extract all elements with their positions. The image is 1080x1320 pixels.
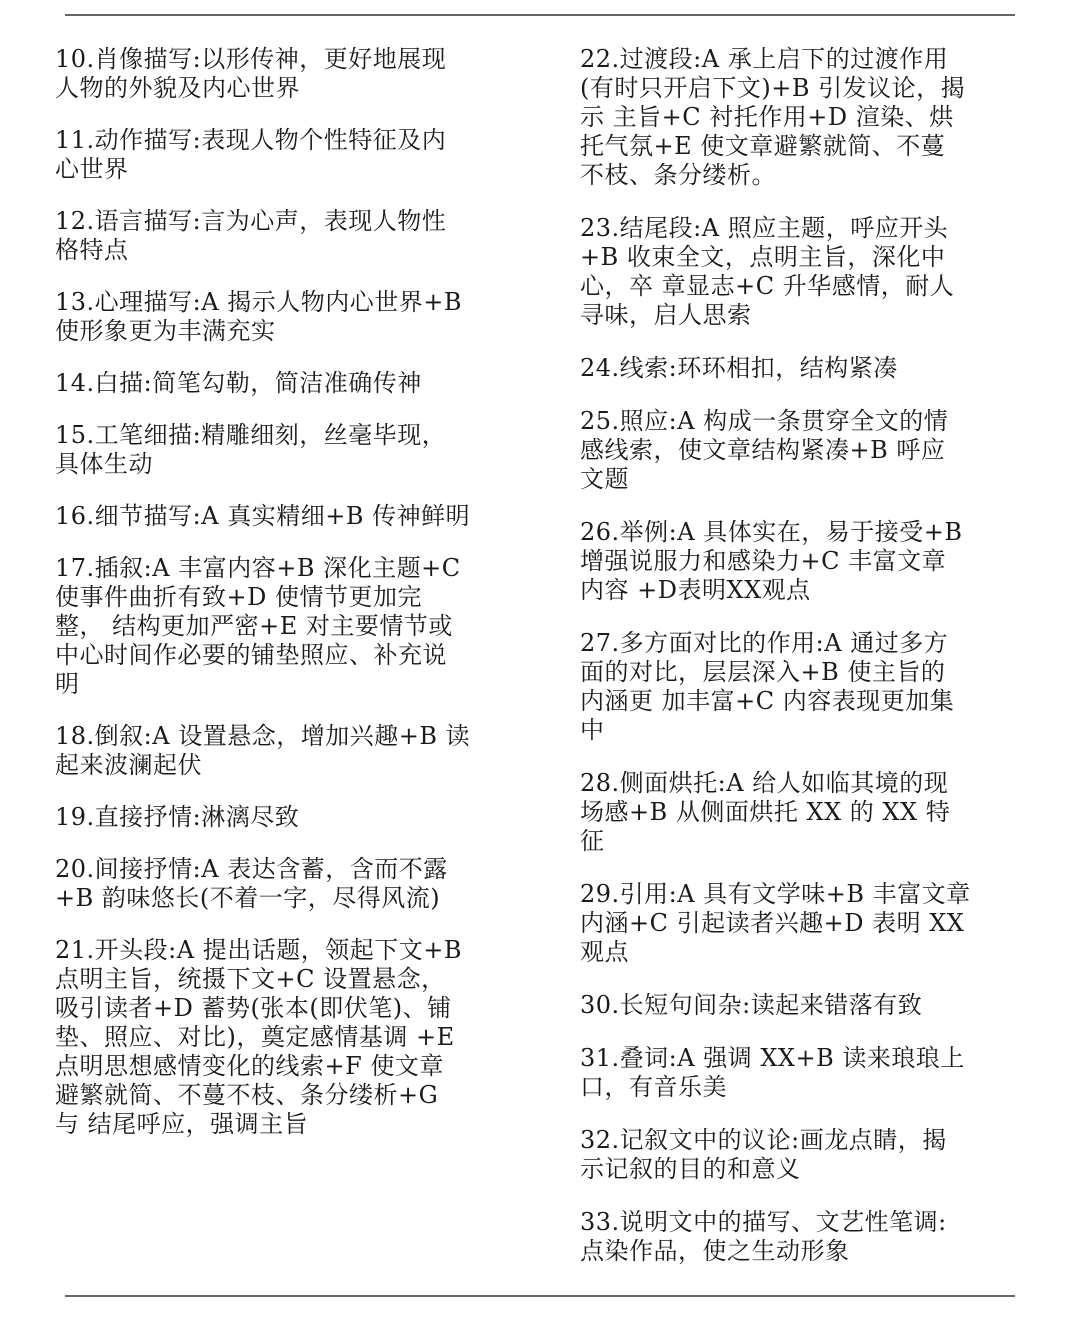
- entry-28: 28.侧面烘托:A 给人如临其境的现 场感+B 从侧面烘托 XX 的 XX 特 征: [580, 769, 951, 855]
- entry-10: 10.肖像描写:以形传神，更好地展现 人物的外貌及内心世界: [55, 45, 447, 102]
- entry-13: 13.心理描写:A 揭示人物内心世界+B 使形象更为丰满充实: [55, 288, 462, 345]
- left-column: [55, 45, 505, 1162]
- entry-16: 16.细节描写:A 真实精细+B 传神鲜明: [55, 502, 471, 530]
- entry-26: 26.举例:A 具体实在，易于接受+B 增强说服力和感染力+C 丰富文章 内容 +D表明XX观点: [580, 518, 963, 604]
- entry-33: 33.说明文中的描写、文艺性笔调: 点染作品，使之生动形象: [580, 1208, 947, 1265]
- entry-14: 14.白描:简笔勾勒，简洁准确传神: [55, 369, 422, 397]
- bottom-divider: [65, 1295, 1015, 1297]
- right-column: [580, 45, 1030, 1290]
- entry-23: 23.结尾段:A 照应主题，呼应开头 +B 收束全文，点明主旨，深化中 心，卒 章显志+C 升华感情，耐人 寻味，启人思索: [580, 214, 955, 329]
- entry-24: 24.线索:环环相扣，结构紧凑: [580, 354, 898, 382]
- entry-20: 20.间接抒情:A 表达含蓄，含而不露 +B 韵味悠长(不着一字，尽得风流): [55, 855, 448, 912]
- entry-25: 25.照应:A 构成一条贯穿全文的情 感线索，使文章结构紧凑+B 呼应 文题: [580, 407, 949, 493]
- top-divider: [65, 14, 1015, 16]
- entry-17: 17.插叙:A 丰富内容+B 深化主题+C 使事件曲折有致+D 使情节更加完 整， 结构更加严密+E 对主要情节或 中心时间作必要的铺垫照应、补充说 明: [55, 554, 461, 698]
- entry-15: 15.工笔细描:精雕细刻，丝毫毕现， 具体生动: [55, 421, 447, 478]
- entry-32: 32.记叙文中的议论:画龙点睛，揭 示记叙的目的和意义: [580, 1126, 947, 1183]
- entry-11: 11.动作描写:表现人物个性特征及内 心世界: [55, 126, 447, 183]
- entry-31: 31.叠词:A 强调 XX+B 读来琅琅上 口，有音乐美: [580, 1044, 965, 1101]
- entry-21: 21.开头段:A 提出话题，领起下文+B 点明主旨，统摄下文+C 设置悬念， 吸引读者+D 蓄势(张本(即伏笔)、铺 垫、照应、对比)，奠定感情基调 +E 点明思想感情变化的线索+F 使文章 避繁就简、不蔓不枝、条分缕析+G 与 结尾呼应，强调主旨: [55, 936, 462, 1138]
- entry-12: 12.语言描写:言为心声，表现人物性 格特点: [55, 207, 447, 264]
- entry-19: 19.直接抒情:淋漓尽致: [55, 803, 300, 831]
- entry-27: 27.多方面对比的作用:A 通过多方 面的对比，层层深入+B 使主旨的 内涵更 加丰富+C 内容表现更加集 中: [580, 629, 955, 744]
- entry-30: 30.长短句间杂:读起来错落有致: [580, 991, 923, 1019]
- entry-22: 22.过渡段:A 承上启下的过渡作用 (有时只开启下文)+B 引发议论，揭 示 主旨+C 衬托作用+D 渲染、烘 托气氛+E 使文章避繁就简、不蔓 不枝、条分缕析。: [580, 45, 966, 189]
- entry-18: 18.倒叙:A 设置悬念，增加兴趣+B 读 起来波澜起伏: [55, 722, 471, 779]
- entry-29: 29.引用:A 具有文学味+B 丰富文章 内涵+C 引起读者兴趣+D 表明 XX 观点: [580, 880, 971, 966]
